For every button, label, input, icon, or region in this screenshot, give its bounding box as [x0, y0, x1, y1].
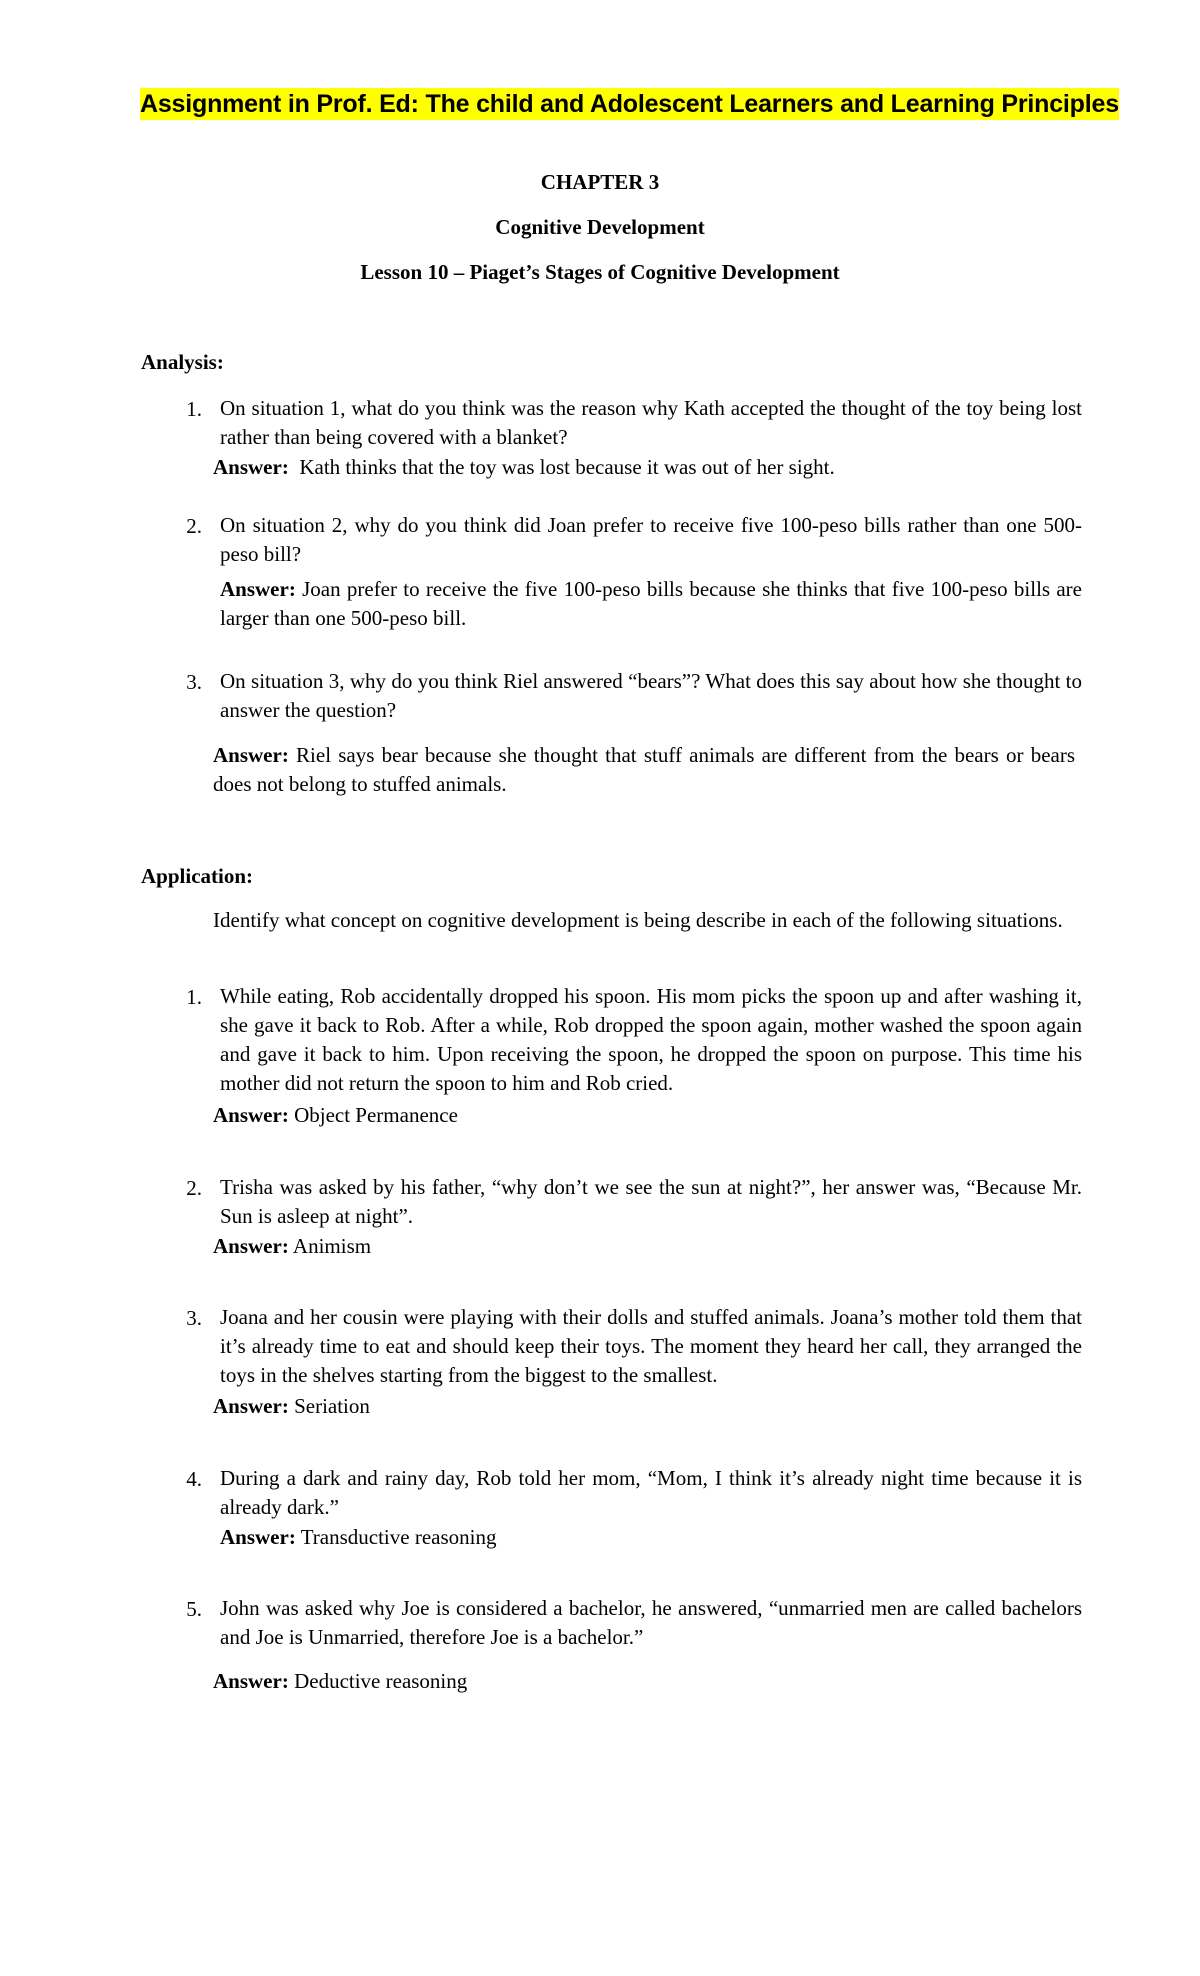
analysis-item-3-question: On situation 3, why do you think Riel answered “bears”? What does this say about how she thought to answer the question?: [220, 669, 1082, 722]
document-title: Assignment in Prof. Ed: The child and Adolescent Learners and Learning Principles: [140, 90, 1119, 118]
analysis-item-3-answer: [213, 741, 1075, 799]
application-item-1-question: While eating, Rob accidentally dropped his spoon. His mom picks the spoon up and after washing it, she gave it back to Rob. After a while, Rob dropped the spoon again, mother washed the spoon again and gave it back to him. Upon receiving the spoon, he dropped the spoon on purpose. This time his mother did not return the spoon to him and Rob cried.: [220, 984, 1082, 1095]
answer-text: Riel says bear because she thought that stuff animals are different from the bears or bears does not belong to stuffed animals.: [213, 743, 1075, 796]
analysis-item-2-question: On situation 2, why do you think did Joan prefer to receive five 100-peso bills rather than one 500-peso bill?: [220, 513, 1082, 566]
application-item-4-question: During a dark and rainy day, Rob told her mom, “Mom, I think it’s already night time because it is already dark.”: [220, 1466, 1082, 1519]
analysis-item-1-question: On situation 1, what do you think was the reason why Kath accepted the thought of the toy being lost rather than being covered with a blanket?: [220, 396, 1082, 449]
analysis-heading: Analysis:: [141, 350, 224, 374]
application-item-2-number: 2.: [186, 1176, 202, 1200]
answer-text: Deductive reasoning: [294, 1669, 468, 1693]
answer-text: Seriation: [294, 1394, 370, 1418]
application-item-3-answer: [213, 1392, 370, 1421]
application-item-1-number: 1.: [186, 985, 202, 1009]
application-item-3-number: 3.: [186, 1306, 202, 1330]
application-item-5-question: John was asked why Joe is considered a bachelor, he answered, “unmarried men are called bachelors and Joe is Unmarried, therefore Joe is a bachelor.”: [220, 1596, 1082, 1649]
chapter-heading: CHAPTER 3: [540, 170, 660, 194]
analysis-item-3-number: 3.: [186, 670, 202, 694]
answer-label: Answer:: [213, 1103, 289, 1127]
application-item-5-number: 5.: [186, 1597, 202, 1621]
application-item-2-question: Trisha was asked by his father, “why don’t we see the sun at night?”, her answer was, “Because Mr. Sun is asleep at night”.: [220, 1175, 1082, 1228]
chapter-subtitle: Cognitive Development: [495, 215, 705, 239]
application-item-5-answer: [213, 1667, 467, 1696]
answer-text: Animism: [292, 1234, 372, 1258]
application-item-4-number: 4.: [186, 1467, 202, 1491]
answer-text: Kath thinks that the toy was lost because it was out of her sight.: [299, 455, 835, 479]
application-item-2-answer: [213, 1232, 371, 1261]
answer-label: Answer:: [213, 455, 289, 479]
analysis-item-2-number: 2.: [186, 514, 202, 538]
answer-label: Answer:: [213, 1234, 289, 1258]
analysis-item-1-answer: [213, 453, 835, 482]
answer-text: Joan prefer to receive the five 100-peso bills because she thinks that five 100-peso bills are larger than one 500-peso bill.: [220, 577, 1082, 630]
answer-text: Transductive reasoning: [300, 1525, 497, 1549]
application-heading: Application:: [141, 864, 254, 888]
answer-label: Answer:: [220, 577, 296, 601]
answer-label: Answer:: [220, 1525, 296, 1549]
application-item-3-question: Joana and her cousin were playing with their dolls and stuffed animals. Joana’s mother told them that it’s already time to eat and should keep their toys. The moment they heard her call, they arranged the toys in the shelves starting from the biggest to the smallest.: [220, 1305, 1082, 1387]
application-intro: Identify what concept on cognitive development is being describe in each of the following situations.: [213, 908, 1063, 932]
application-item-1-answer: [213, 1101, 458, 1130]
answer-label: Answer:: [213, 1669, 289, 1693]
application-item-4-answer: [220, 1523, 496, 1552]
answer-label: Answer:: [213, 743, 289, 767]
analysis-item-2-answer: [220, 575, 1082, 633]
lesson-title: Lesson 10 – Piaget’s Stages of Cognitive Development: [360, 260, 840, 284]
answer-text: Object Permanence: [294, 1103, 458, 1127]
analysis-item-1-number: 1.: [186, 397, 202, 421]
answer-label: Answer:: [213, 1394, 289, 1418]
